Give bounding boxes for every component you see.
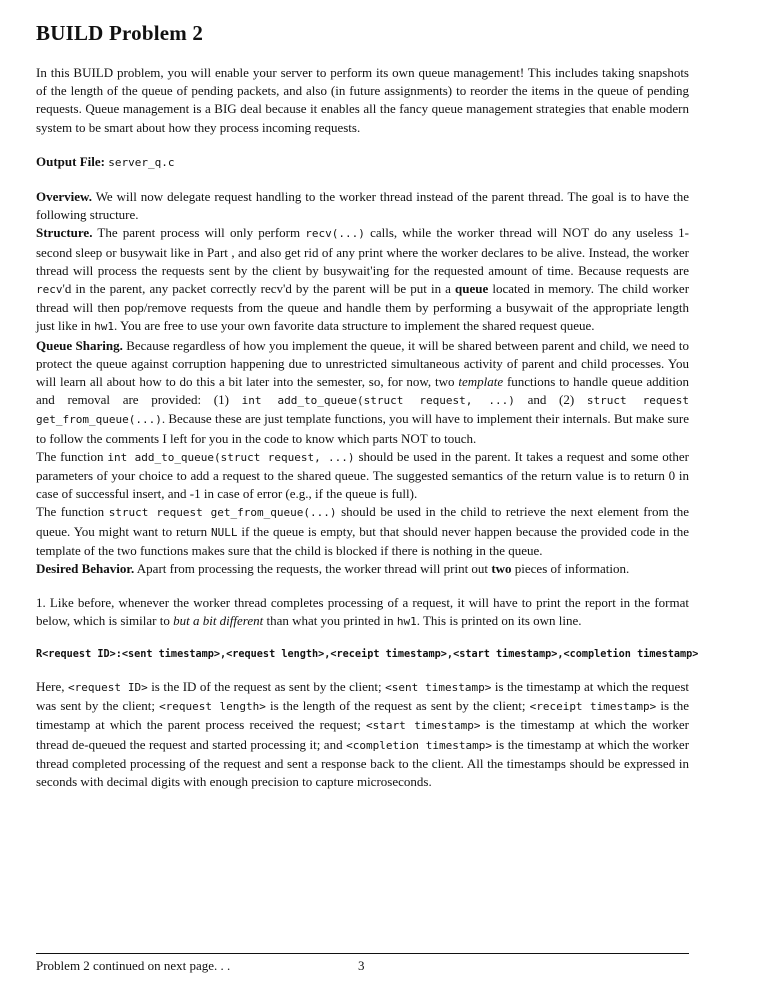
footer-divider — [36, 953, 689, 954]
structure-heading: Structure. — [36, 225, 93, 241]
queue-sharing-heading: Queue Sharing. — [36, 337, 123, 353]
add-to-queue-paragraph: The function int add_to_queue(struct request, ...) should be used in the parent. It takes a request and some other parameters of your choice to add a request to the shared queue. The suggested semantics of the return value is to return 0 in case of successful insert, and -1 in case of error (e.g., if the queue is full). — [36, 448, 689, 502]
overview-paragraph: Overview. We will now delegate request handling to the worker thread instead of the parent thread. The goal is to have the following structure. — [36, 189, 689, 223]
field-description-paragraph: Here, <request ID> is the ID of the request as sent by the client; <sent timestamp> is the timestamp at which the request was sent by the client; <request length> is the length of the request as sent by the client; <receipt timestamp> is the timestamp at which the parent process received the request; <start timestamp> is the timestamp at which the worker thread de-queued the request and started processing it; and <completion timestamp> is the timestamp at which the worker thread completed processing of the request and sent a response back to the client. All the timestamps should be expressed in seconds with decimal digits with enough precision to capture microseconds. — [36, 678, 690, 789]
output-file-name: server_q.c — [108, 155, 175, 169]
overview-heading: Overview. — [36, 189, 92, 205]
output-file-line — [36, 153, 689, 172]
page-content — [36, 20, 699, 791]
list-item-1: 1. Like before, whenever the worker thread completes processing of a request, it will have to print the report in the format below, which is similar to but a bit different than what you printed in hw1. This is printed on its own line. — [36, 595, 689, 629]
get-from-queue-paragraph: The function struct request get_from_queue(...) should be used in the child to retrieve the next element from the queue. You might want to return NULL if the queue is empty, but that should never happen because the provided code in the template of the two functions makes sure that the child is blocked if there is nothing in the queue. — [36, 504, 690, 558]
output-file-label: Output File: — [36, 153, 105, 169]
desired-behavior-paragraph: Desired Behavior. Apart from processing the requests, the worker thread will print out two pieces of information. — [36, 561, 630, 577]
structure-paragraph: Structure. The parent process will only perform recv(...) calls, while the worker thread will NOT do any useless 1-second sleep or busywait like in Part , and also get rid of any print where the worker declares to be alive. Instead, the worker thread will process the requests sent by the client by busywait'ing for the requested amount of time. Because requests are recv'd in the parent, any packet correctly recv'd by the parent will be put in a queue located in memory. The child worker thread will then pop/remove requests from the queue and handle them by performing a busywait of the appropriate length just like in hw1. You are free to use your own favorite data structure to implement the shared request queue. — [36, 225, 690, 334]
queue-sharing-paragraph: Queue Sharing. Because regardless of how you implement the queue, it will be shared between parent and child, we need to protect the queue against corruption happening due to unrestricted simultaneous activity of parent and child processes. You will learn all about how to do this a bit later into the semester, so, for now, two template functions to handle queue addition and removal are provided: (1) int add_to_queue(struct request, ...) and (2) struct request get_from_queue(...). Because these are just template functions, you will have to implement their internals. But make sure to follow the comments I left for you in the code to know which parts NOT to touch. — [36, 337, 690, 446]
page-number: 3 — [358, 958, 365, 973]
desired-behavior-heading: Desired Behavior. — [36, 561, 135, 577]
report-format-line: R<request ID>:<sent timestamp>,<request length>,<receipt timestamp>,<start timestamp>,<completion timestamp> — [36, 648, 699, 660]
intro-paragraph: In this BUILD problem, you will enable your server to perform its own queue management! This includes taking snapshots of the length of the queue of pending packets, and also (in future assignments) to reorder the items in the queue of pending requests. Queue management is a BIG deal because it enables all the fancy queue management strategies that enable modern system to be smart about how they process incoming requests. — [36, 65, 689, 135]
continued-note: Problem 2 continued on next page. . . — [36, 958, 231, 973]
page-title: BUILD Problem 2 — [36, 21, 204, 45]
